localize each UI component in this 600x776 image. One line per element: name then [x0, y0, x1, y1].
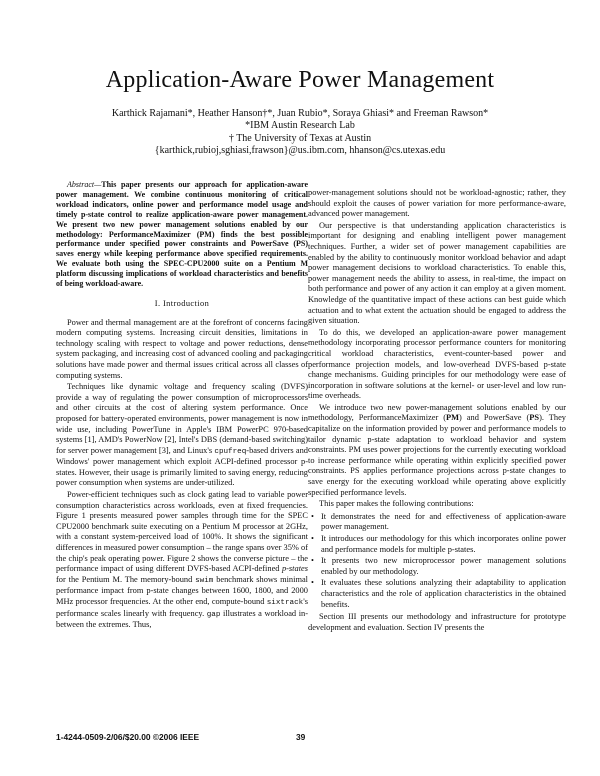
right-p4-pm: PM: [446, 413, 460, 423]
intro-p3-code-sixtrack: sixtrack: [266, 599, 304, 607]
right-column: [308, 188, 566, 633]
contributions-list: [308, 512, 566, 610]
intro-p3-text-d: 's performance scales linearly with frequency.: [56, 597, 308, 618]
right-paragraph-2: Our perspective is that understanding application characteristics is important for designing and enabling intelligent power management techniques. Further, a wider set of power management capabilities are enabled by the ability to continuously monitor workload behavior and adapt power management decisions to workload characteristics. To enable this, power management needs the ability to assess, in real-time, the impact on both performance and power of any action it can employ at a given moment. Knowledge of the quantitative impact of these actions can best guide which actuation and to what extent the actuation should be engaged to address the given situation.: [308, 220, 566, 326]
intro-paragraph-1: Power and thermal management are at the forefront of concerns facing modern computing systems. Increasing circuit densities, limitations in technology scaling with respect to voltage and power reductions, dense system packaging, and increasing cost of advanced cooling and packaging solutions have made power and thermal issues critical across all classes of computing systems.: [56, 317, 308, 380]
author-names: Karthick Rajamani*, Heather Hanson†*, Juan Rubio*, Soraya Ghiasi* and Freeman Rawson*: [111, 108, 489, 119]
contribution-text: It introduces our methodology for this which incorporates online power and performance models for multiple p-states.: [321, 534, 566, 554]
intro-p3-text-c: benchmark shows minimal performance impact from p-state changes between 1600, 1800, and 2000 MHz processor frequencies. At the other end, compute-bound: [56, 574, 308, 606]
paper-title: Application-Aware Power Management: [105, 67, 495, 93]
list-item: [308, 556, 566, 577]
contribution-text: It presents two new microprocessor power management solutions enabled by our methodology.: [321, 556, 566, 576]
page-footer: [56, 732, 556, 742]
section-heading-introduction: I. Introduction: [154, 298, 210, 308]
abstract: [56, 180, 308, 289]
list-item: [308, 512, 566, 533]
right-paragraph-4: [308, 403, 566, 498]
list-item: [308, 534, 566, 555]
author-block: [0, 108, 600, 158]
bullet-glyph: •: [311, 578, 314, 588]
intro-p3-code-gap: gap: [206, 610, 221, 619]
right-p4-text-d: ). They capitalize on the information provided by power and performance models to tailor dynamic p-state adaptation to workload behavior and system constraints. PM uses power projections for the currently executing workload to increase performance while operating within explicitly specified power constraints. PS applies performance projections across p-state changes to save energy for the executing workload while operating above explicitly specified performance levels.: [308, 413, 566, 497]
intro-p3-italic: p-states: [281, 564, 308, 574]
intro-p2-text-a: Techniques like dynamic voltage and frequency scaling (DVFS) provide a way of regulating the power consumption of microprocessors and other circuits at the cost of altering system performance. Once proposed for battery-operated environments, power management is now in wide use, including PowerTune in Apple's IBM PowerPC 970-based systems [1], AMD's PowerNow [2], Intel's DBS (demand-based switching) for server power management [3], and Linux's: [56, 382, 308, 455]
isbn-copyright: 1-4244-0509-2/06/$20.00 ©2006 IEEE: [56, 732, 200, 742]
intro-p3-text-b: for the Pentium M. The memory-bound: [56, 574, 196, 584]
bullet-glyph: •: [311, 511, 314, 521]
bullet-glyph: •: [311, 556, 314, 566]
intro-p2-text-b: -based drivers and Windows' power management which exploit ACPI-defined processor p-states. However, their usage is primarily limited to saving energy, reducing power consumption when systems are under-utilized.: [56, 445, 308, 488]
left-column: [56, 180, 308, 631]
right-p4-ps: PS: [529, 413, 540, 423]
abstract-lead: Abstract—: [67, 180, 102, 189]
affiliation-utexas: † The University of Texas at Austin: [228, 132, 372, 144]
bullet-glyph: •: [311, 534, 314, 543]
right-paragraph-6: Section III presents our methodology and infrastructure for prototype development and evaluation. Section IV presents the: [308, 612, 566, 632]
affiliation-ibm: *IBM Austin Research Lab: [245, 120, 355, 132]
abstract-text: This paper presents our approach for application-aware power management. We combine continuous monitoring of critical workload indicators, online power and performance model usage and timely p-state control to realize application-aware power management. We present two new power management solutions enabled by our methodology: PerformanceMaximizer (PM) finds the best possible performance under specified power constraints and PowerSave (PS) saves energy while keeping performance above specified requirements. We evaluate both using the SPEC-CPU2000 suite on a Pentium M platform discussing implications of workload characteristics and benefits of being workload-aware.: [56, 180, 308, 289]
intro-p3-code-swim: swim: [195, 576, 214, 585]
intro-paragraph-3: [56, 490, 308, 631]
contribution-text: It evaluates these solutions analyzing their adaptability to application characteristics and the role of application characteristics in the obtained benefits.: [321, 578, 566, 609]
contribution-text: It demonstrates the need for and effectiveness of application-aware power management.: [321, 511, 566, 532]
intro-paragraph-2: [56, 382, 308, 489]
list-item: [308, 578, 566, 610]
intro-p2-code: cpufreq: [214, 447, 247, 456]
intro-p3-text-e: illustrates a workload in-between the extremes. Thus,: [56, 608, 308, 630]
page-number: 39: [296, 732, 306, 742]
author-emails: {karthick,rubioj,sghiasi,frawson}@us.ibm.com, hhanson@cs.utexas.edu: [154, 145, 446, 157]
right-paragraph-5: This paper makes the following contributions:: [319, 499, 474, 509]
right-p4-text-c: ) and PowerSave (: [459, 413, 530, 423]
right-p4-text-a: We introduce two new power-management solutions enabled by our methodology, PerformanceMaximizer (: [308, 402, 566, 423]
right-paragraph-3: To do this, we developed an application-aware power management methodology incorporating processor performance counters for monitoring critical workload characteristics, event-counter-based power and performance projection models, and low-overhead DVFS-based p-state change mechanisms. Guiding principles for our methodology were ease of incorporation in software solutions at the kernel- or user-level and low run-time overheads.: [308, 327, 566, 401]
right-paragraph-1: power-management solutions should not be workload-agnostic; rather, they should exploit the causes of power variation for more performance-aware, advanced power management.: [308, 188, 566, 219]
intro-p3-text-a: Power-efficient techniques such as clock gating lead to variable power consumption characteristics across workloads, even at fixed frequencies. Figure 1 presents measured power samples through time for the SPEC CPU2000 benchmark suite executing on a Pentium M processor at 2GHz, with a constant system-perceived load of 100%. It shows the significant differences in measured power consumption – the range spans over 35% of the chip's peak operating power. Figure 2 shows the converse picture – the performance impact of using different DVFS-based ACPI-defined: [56, 490, 308, 574]
